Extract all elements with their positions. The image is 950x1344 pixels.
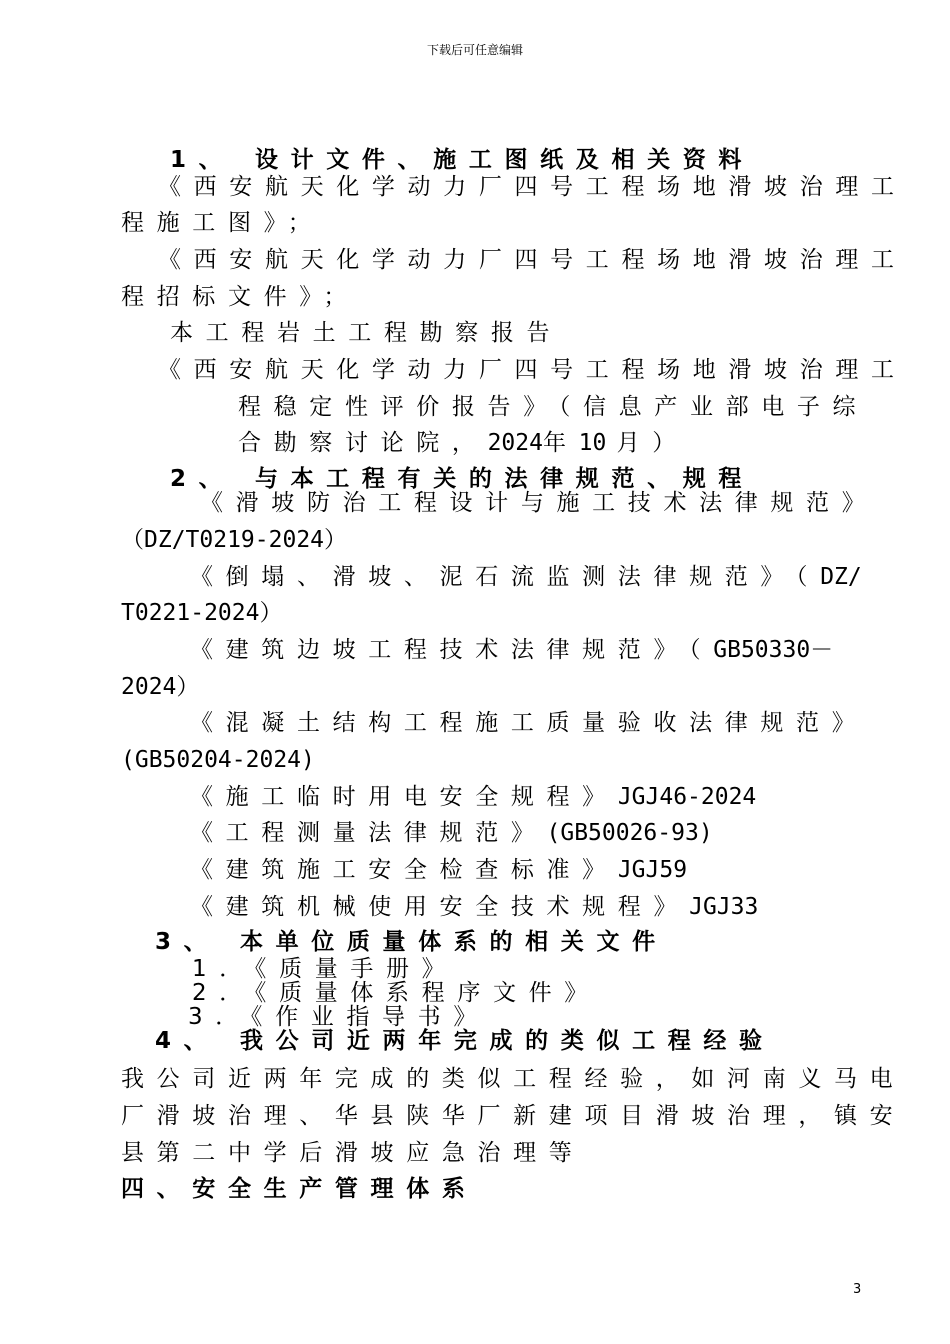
text-span: 《施工临时用电安全规程》 bbox=[190, 784, 618, 810]
paragraph-line: 《混凝土结构工程施工质量验收法律规范》 bbox=[190, 710, 868, 736]
paragraph-line bbox=[190, 818, 713, 848]
paragraph-line: 我公司近两年完成的类似工程经验，如河南义马电 bbox=[121, 1066, 906, 1092]
paragraph-line bbox=[238, 428, 688, 458]
text-span: 《建筑机械使用安全技术规程》 bbox=[190, 894, 690, 920]
code-span: JGJ33 bbox=[689, 894, 759, 920]
chapter-heading: 四、安全生产管理体系 bbox=[121, 1176, 478, 1202]
paragraph-line: （DZ/T0219-2024） bbox=[121, 527, 348, 553]
text-span: 《倒塌、滑坡、泥石流监测法律规范》（ bbox=[190, 564, 821, 590]
paragraph-line: 县第二中学后滑坡应急治理等 bbox=[121, 1140, 585, 1166]
section-3-heading: 3、 本单位质量体系的相关文件 bbox=[155, 929, 668, 955]
text-span: 《工程测量法律规范》 bbox=[190, 820, 547, 846]
paragraph-line: 厂滑坡治理、华县陕华厂新建项目滑坡治理，镇安 bbox=[121, 1103, 906, 1129]
paragraph-line: 2024） bbox=[121, 674, 200, 700]
paragraph-line: 程稳定性评价报告》（信息产业部电子综 bbox=[238, 394, 869, 420]
section-1-heading: 1、 设计文件、施工图纸及相关资料 bbox=[170, 147, 755, 173]
paragraph-line: 程招标文件》； bbox=[121, 284, 360, 310]
paragraph-line: 本工程岩土工程勘察报告 bbox=[170, 320, 563, 346]
paragraph-line bbox=[190, 782, 756, 812]
paragraph-line bbox=[190, 562, 862, 592]
paragraph-line: 《西安航天化学动力厂四号工程场地滑坡治理工 bbox=[158, 247, 907, 273]
text-span: 《建筑施工安全检查标准》 bbox=[190, 857, 618, 883]
paragraph-line: 《西安航天化学动力厂四号工程场地滑坡治理工 bbox=[158, 174, 907, 200]
list-item: 1．《质量手册》 bbox=[192, 956, 458, 982]
paragraph-line bbox=[190, 892, 758, 922]
text-span: 年 bbox=[542, 430, 579, 456]
code-span: GB50330－ bbox=[713, 637, 834, 663]
code-span: (GB50026-93) bbox=[546, 820, 713, 846]
page-number: 3 bbox=[853, 1282, 862, 1297]
month-value: 10 bbox=[578, 430, 607, 456]
text-span: 合勘察讨论院， bbox=[238, 430, 488, 456]
text-span: 月） bbox=[616, 430, 688, 456]
code-span: JGJ46-2024 bbox=[617, 784, 757, 810]
paragraph-line: T0221-2024） bbox=[121, 600, 283, 626]
page-header: 下载后可任意编辑 bbox=[426, 43, 523, 57]
text-span: 《建筑边坡工程技术法律规范》（ bbox=[190, 637, 714, 663]
section-4-heading: 4、 我公司近两年完成的类似工程经验 bbox=[155, 1028, 775, 1054]
paragraph-line: (GB50204-2024) bbox=[121, 747, 315, 773]
paragraph-line bbox=[190, 635, 833, 665]
paragraph-line bbox=[190, 855, 687, 885]
list-item: 2．《质量体系程序文件》 bbox=[192, 980, 600, 1006]
code-span: JGJ59 bbox=[617, 857, 688, 883]
paragraph-line: 《滑坡防治工程设计与施工技术法律规范》 bbox=[200, 490, 878, 516]
list-item: 3．《作业指导书》 bbox=[188, 1004, 489, 1030]
section-2-heading: 2、 与本工程有关的法律规范、规程 bbox=[170, 466, 755, 492]
paragraph-line: 程施工图》； bbox=[121, 210, 324, 236]
code-span: DZ/ bbox=[820, 564, 862, 590]
year-value: 2024 bbox=[487, 430, 543, 456]
paragraph-line: 《西安航天化学动力厂四号工程场地滑坡治理工 bbox=[158, 357, 907, 383]
